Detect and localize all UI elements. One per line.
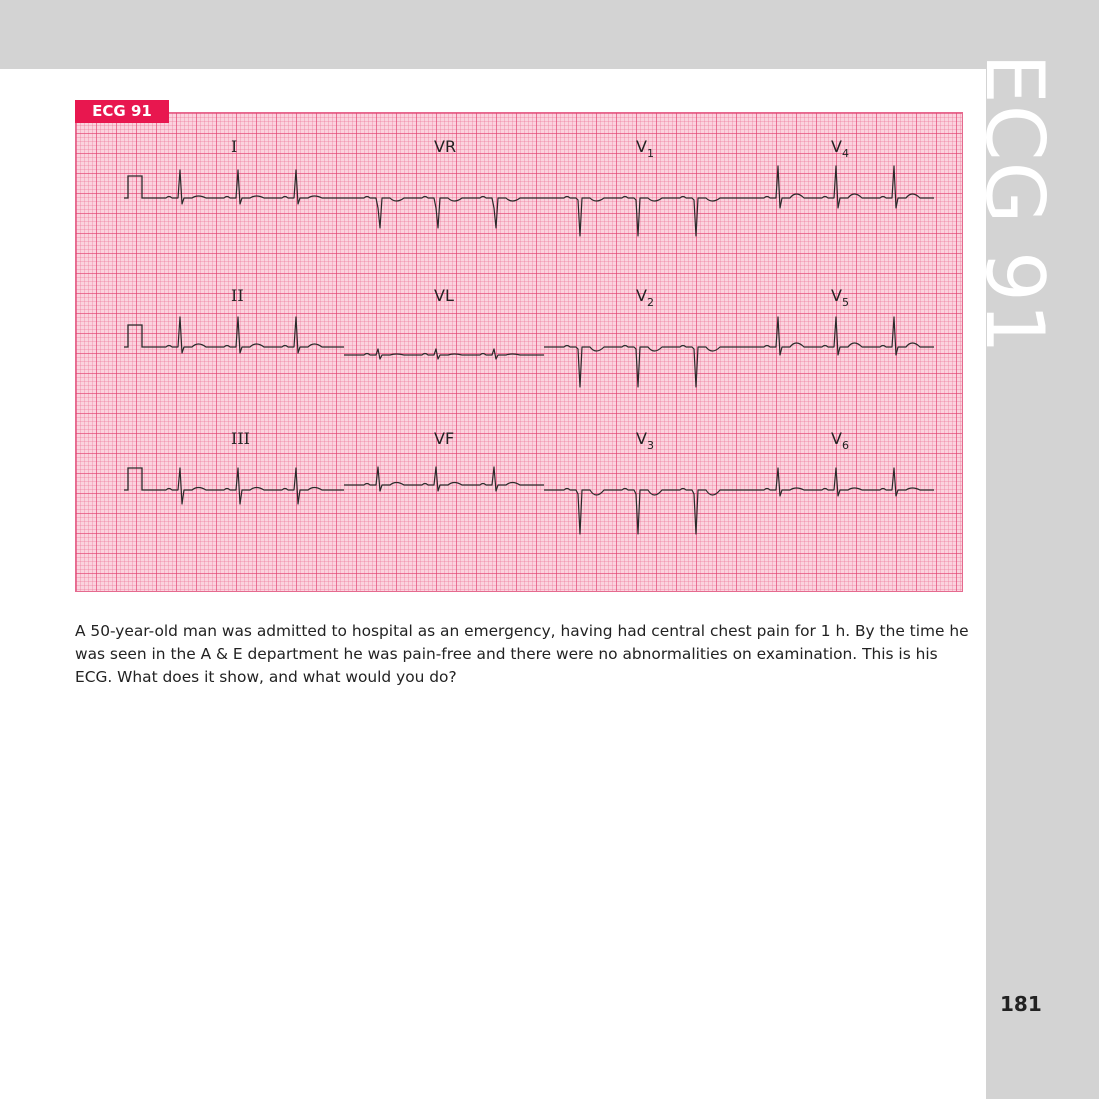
ecg-trace xyxy=(146,317,344,353)
lead-label: $V_2$ xyxy=(636,286,654,309)
page-number: 181 xyxy=(1000,992,1042,1016)
lead-label: VR xyxy=(434,137,457,156)
top-grey-band xyxy=(0,0,1099,69)
ecg-trace xyxy=(146,468,344,504)
lead-label: $V_4$ xyxy=(831,137,849,160)
ecg-trace xyxy=(744,166,934,208)
ecg-trace xyxy=(744,468,934,496)
ecg-trace xyxy=(146,170,344,204)
calibration-pulse xyxy=(124,325,146,347)
side-title: ECG 91 xyxy=(968,53,1061,355)
lead-label: I xyxy=(231,137,238,156)
lead-label: II xyxy=(231,286,244,305)
lead-label: VF xyxy=(434,429,455,448)
ecg-trace xyxy=(744,317,934,355)
ecg-badge: ECG 91 xyxy=(75,100,169,123)
lead-label: $V_3$ xyxy=(636,429,654,452)
lead-label: $V_5$ xyxy=(831,286,849,309)
calibration-pulse xyxy=(124,176,146,198)
ecg-trace xyxy=(544,197,744,237)
ecg-trace xyxy=(344,197,544,229)
lead-label: $V_6$ xyxy=(831,429,849,452)
ecg-trace xyxy=(544,346,744,388)
ecg-tracing xyxy=(75,112,963,592)
lead-label: $V_1$ xyxy=(636,137,654,160)
calibration-pulse xyxy=(124,468,146,490)
question-text: A 50-year-old man was admitted to hospital as an emergency, having had central chest pain for 1 h. By the time he was seen in the A & E department he was pain-free and there were no abnormalities on examination. This is his ECG. What does it show, and what would you do? xyxy=(75,622,969,686)
ecg-trace xyxy=(544,489,744,535)
lead-label: VL xyxy=(434,286,454,305)
lead-label: III xyxy=(231,429,250,448)
ecg-trace xyxy=(344,467,544,491)
ecg-trace xyxy=(344,349,544,359)
ecg-svg xyxy=(76,113,964,593)
